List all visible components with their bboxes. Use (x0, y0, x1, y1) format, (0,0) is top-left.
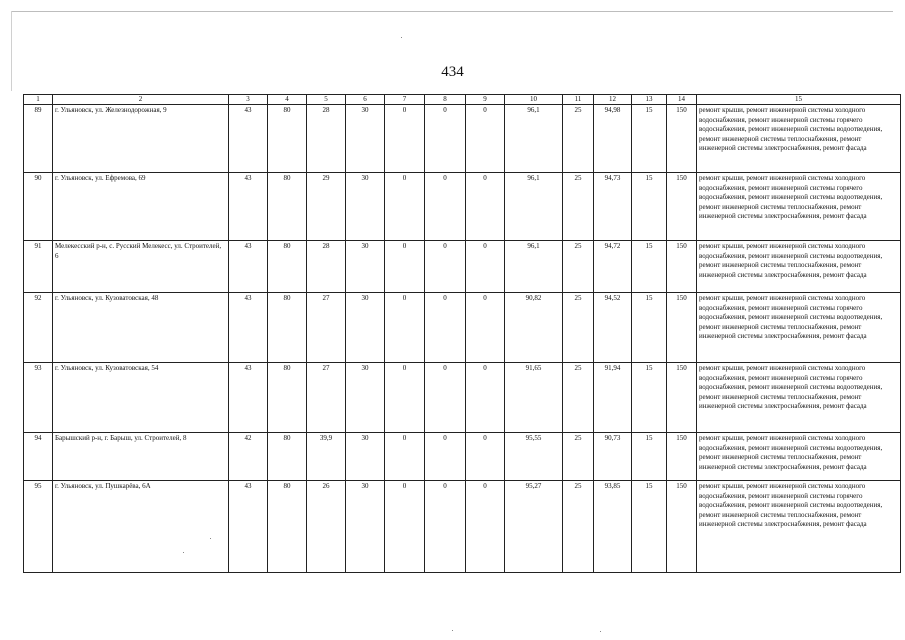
housing-repair-table (23, 94, 901, 573)
column-number-11: 11 (563, 95, 594, 105)
value-cell: 0 (466, 173, 505, 241)
value-cell: 15 (632, 363, 667, 433)
value-cell: 80 (268, 105, 307, 173)
page-number: 434 (441, 64, 464, 80)
value-cell: 150 (667, 481, 697, 573)
row-index: 93 (24, 363, 53, 433)
value-cell: 0 (466, 293, 505, 363)
repair-works-cell: ремонт крыши, ремонт инженерной системы холодного водоснабжения, ремонт инженерной системы горячего водоснабжения, ремонт инженерной системы водоотведения, ремонт инженерной системы теплоснабжения, ремонт инженерной системы электроснабжения, ремонт фасада (697, 481, 901, 573)
address-cell: г. Ульяновск, ул. Железнодорожная, 9 (53, 105, 229, 173)
value-cell: 0 (466, 481, 505, 573)
repair-works-cell: ремонт крыши, ремонт инженерной системы холодного водоснабжения, ремонт инженерной системы горячего водоснабжения, ремонт инженерной системы водоотведения, ремонт инженерной системы теплоснабжения, ремонт инженерной системы электроснабжения, ремонт фасада (697, 363, 901, 433)
value-cell: 25 (563, 241, 594, 293)
value-cell: 91,65 (505, 363, 563, 433)
value-cell: 25 (563, 481, 594, 573)
table-header-row (24, 95, 901, 105)
value-cell: 0 (385, 241, 425, 293)
row-index: 90 (24, 173, 53, 241)
value-cell: 25 (563, 293, 594, 363)
value-cell: 95,55 (505, 433, 563, 481)
value-cell: 30 (346, 481, 385, 573)
value-cell: 150 (667, 293, 697, 363)
value-cell: 94,73 (594, 173, 632, 241)
value-cell: 30 (346, 433, 385, 481)
value-cell: 96,1 (505, 105, 563, 173)
value-cell: 0 (425, 241, 466, 293)
value-cell: 25 (563, 363, 594, 433)
value-cell: 43 (229, 363, 268, 433)
value-cell: 150 (667, 433, 697, 481)
column-number-15: 15 (697, 95, 901, 105)
value-cell: 90,73 (594, 433, 632, 481)
repair-works-cell: ремонт крыши, ремонт инженерной системы холодного водоснабжения, ремонт инженерной системы водоотведения, ремонт инженерной системы теплоснабжения, ремонт инженерной системы электроснабжения, ремонт фасада (697, 433, 901, 481)
page-border-top (12, 11, 893, 12)
value-cell: 80 (268, 241, 307, 293)
row-index: 89 (24, 105, 53, 173)
value-cell: 0 (385, 481, 425, 573)
value-cell: 94,52 (594, 293, 632, 363)
value-cell: 15 (632, 241, 667, 293)
table-row (24, 433, 901, 481)
table-row (24, 293, 901, 363)
value-cell: 80 (268, 481, 307, 573)
column-number-14: 14 (667, 95, 697, 105)
value-cell: 0 (466, 241, 505, 293)
address-cell: г. Ульяновск, ул. Пушкарёва, 6А (53, 481, 229, 573)
repair-works-cell: ремонт крыши, ремонт инженерной системы холодного водоснабжения, ремонт инженерной системы водоотведения, ремонт инженерной системы теплоснабжения, ремонт инженерной системы электроснабжения, ремонт фасада (697, 241, 901, 293)
value-cell: 0 (466, 105, 505, 173)
address-cell: Барышский р-н, г. Барыш, ул. Строителей, 8 (53, 433, 229, 481)
value-cell: 94,98 (594, 105, 632, 173)
value-cell: 0 (466, 433, 505, 481)
row-index: 91 (24, 241, 53, 293)
column-number-4: 4 (268, 95, 307, 105)
value-cell: 0 (385, 173, 425, 241)
table-row (24, 105, 901, 173)
value-cell: 30 (346, 363, 385, 433)
value-cell: 0 (466, 363, 505, 433)
value-cell: 90,82 (505, 293, 563, 363)
value-cell: 15 (632, 293, 667, 363)
column-number-10: 10 (505, 95, 563, 105)
value-cell: 0 (385, 433, 425, 481)
value-cell: 15 (632, 173, 667, 241)
repair-works-cell: ремонт крыши, ремонт инженерной системы холодного водоснабжения, ремонт инженерной системы горячего водоснабжения, ремонт инженерной системы водоотведения, ремонт инженерной системы теплоснабжения, ремонт инженерной системы электроснабжения, ремонт фасада (697, 105, 901, 173)
value-cell: 0 (425, 363, 466, 433)
row-index: 95 (24, 481, 53, 573)
value-cell: 25 (563, 433, 594, 481)
row-index: 92 (24, 293, 53, 363)
value-cell: 93,85 (594, 481, 632, 573)
column-number-5: 5 (307, 95, 346, 105)
value-cell: 150 (667, 105, 697, 173)
column-number-1: 1 (24, 95, 53, 105)
value-cell: 42 (229, 433, 268, 481)
value-cell: 80 (268, 433, 307, 481)
value-cell: 80 (268, 293, 307, 363)
column-number-2: 2 (53, 95, 229, 105)
column-number-8: 8 (425, 95, 466, 105)
value-cell: 150 (667, 173, 697, 241)
value-cell: 80 (268, 173, 307, 241)
table-row (24, 173, 901, 241)
value-cell: 30 (346, 173, 385, 241)
value-cell: 0 (425, 433, 466, 481)
column-number-12: 12 (594, 95, 632, 105)
value-cell: 30 (346, 241, 385, 293)
value-cell: 43 (229, 241, 268, 293)
value-cell: 30 (346, 293, 385, 363)
column-number-13: 13 (632, 95, 667, 105)
table-row (24, 241, 901, 293)
value-cell: 150 (667, 363, 697, 433)
value-cell: 25 (563, 105, 594, 173)
value-cell: 39,9 (307, 433, 346, 481)
column-number-7: 7 (385, 95, 425, 105)
value-cell: 0 (425, 173, 466, 241)
repair-works-cell: ремонт крыши, ремонт инженерной системы холодного водоснабжения, ремонт инженерной системы горячего водоснабжения, ремонт инженерной системы водоотведения, ремонт инженерной системы теплоснабжения, ремонт инженерной системы электроснабжения, ремонт фасада (697, 293, 901, 363)
value-cell: 30 (346, 105, 385, 173)
value-cell: 15 (632, 105, 667, 173)
address-cell: г. Ульяновск, ул. Кузоватовская, 54 (53, 363, 229, 433)
value-cell: 15 (632, 433, 667, 481)
value-cell: 150 (667, 241, 697, 293)
value-cell: 94,72 (594, 241, 632, 293)
column-number-3: 3 (229, 95, 268, 105)
value-cell: 80 (268, 363, 307, 433)
value-cell: 28 (307, 105, 346, 173)
address-cell: Мелекесский р-н, с. Русский Мелекесс, ул. Строителей, 6 (53, 241, 229, 293)
value-cell: 27 (307, 363, 346, 433)
value-cell: 95,27 (505, 481, 563, 573)
value-cell: 26 (307, 481, 346, 573)
table-row (24, 481, 901, 573)
value-cell: 0 (385, 105, 425, 173)
value-cell: 43 (229, 173, 268, 241)
repair-works-cell: ремонт крыши, ремонт инженерной системы холодного водоснабжения, ремонт инженерной системы горячего водоснабжения, ремонт инженерной системы водоотведения, ремонт инженерной системы теплоснабжения, ремонт инженерной системы электроснабжения, ремонт фасада (697, 173, 901, 241)
value-cell: 0 (385, 363, 425, 433)
address-cell: г. Ульяновск, ул. Ефремова, 69 (53, 173, 229, 241)
value-cell: 43 (229, 481, 268, 573)
value-cell: 28 (307, 241, 346, 293)
row-index: 94 (24, 433, 53, 481)
value-cell: 27 (307, 293, 346, 363)
value-cell: 96,1 (505, 173, 563, 241)
value-cell: 0 (425, 293, 466, 363)
value-cell: 15 (632, 481, 667, 573)
value-cell: 91,94 (594, 363, 632, 433)
value-cell: 0 (385, 293, 425, 363)
value-cell: 43 (229, 293, 268, 363)
table-row (24, 363, 901, 433)
value-cell: 43 (229, 105, 268, 173)
value-cell: 29 (307, 173, 346, 241)
address-cell: г. Ульяновск, ул. Кузоватовская, 48 (53, 293, 229, 363)
value-cell: 25 (563, 173, 594, 241)
column-number-6: 6 (346, 95, 385, 105)
value-cell: 0 (425, 481, 466, 573)
column-number-9: 9 (466, 95, 505, 105)
value-cell: 96,1 (505, 241, 563, 293)
value-cell: 0 (425, 105, 466, 173)
